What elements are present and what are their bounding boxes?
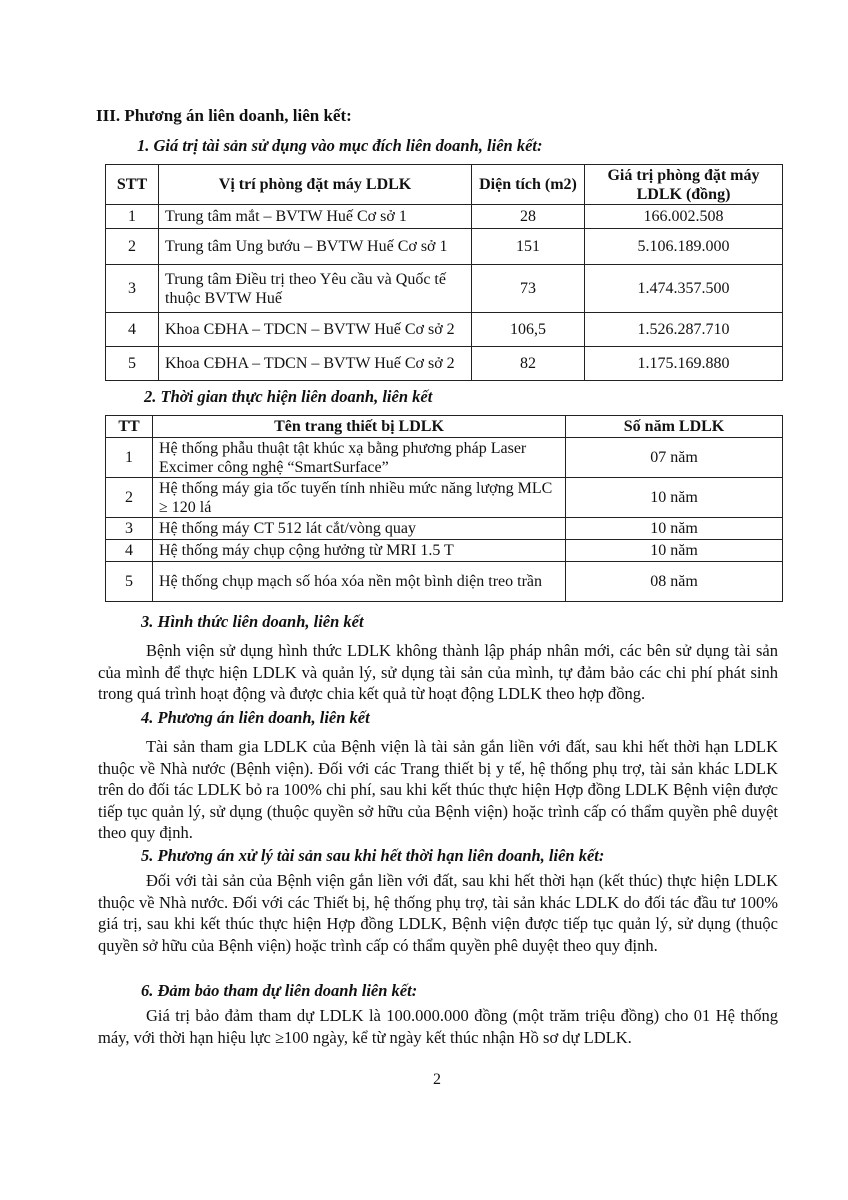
subsection-1-heading: 1. Giá trị tài sản sử dụng vào mục đích liên doanh, liên kết: — [137, 136, 543, 155]
cell-years: 07 năm — [566, 438, 783, 478]
cell-stt: 1 — [106, 205, 159, 229]
table-row — [106, 518, 783, 540]
cell-location: Khoa CĐHA – TDCN – BVTW Huế Cơ sở 2 — [159, 313, 472, 347]
duration-table — [105, 415, 783, 602]
cell-location: Trung tâm mắt – BVTW Huế Cơ sở 1 — [159, 205, 472, 229]
table-row — [106, 540, 783, 562]
cell-stt: 4 — [106, 313, 159, 347]
subsection-5-paragraph: Đối với tài sản của Bệnh viện gắn liền với đất, sau khi hết thời hạn (kết thúc) thực hiện LDLK thuộc về Nhà nước. Đối với các Thiết bị, hệ thống phụ trợ, tài sản khác LDLK do đối tác đầu tư 100% giá trị, sau khi kết thúc thực hiện Hợp đồng LDLK, Bệnh viện được tiếp tục quản lý, sử dụng (thuộc quyền sở hữu của Bệnh viện) hoặc trình cấp có thẩm quyền phê duyệt theo quy định. — [98, 871, 778, 955]
cell-location: Khoa CĐHA – TDCN – BVTW Huế Cơ sở 2 — [159, 347, 472, 381]
asset-value-table — [105, 164, 783, 381]
header-tt: TT — [106, 416, 153, 438]
section-heading: III. Phương án liên doanh, liên kết: — [96, 106, 352, 125]
cell-tt: 3 — [106, 518, 153, 540]
subsection-4-heading: 4. Phương án liên doanh, liên kết — [141, 708, 370, 727]
page-number: 2 — [433, 1071, 441, 1088]
header-years: Số năm LDLK — [566, 416, 783, 438]
cell-value: 1.474.357.500 — [585, 265, 783, 313]
table-row — [106, 438, 783, 478]
header-equipment: Tên trang thiết bị LDLK — [153, 416, 566, 438]
cell-location: Trung tâm Điều trị theo Yêu cầu và Quốc tế thuộc BVTW Huế — [159, 265, 472, 313]
table-header-row — [106, 416, 783, 438]
header-area: Diện tích (m2) — [472, 165, 585, 205]
cell-equipment: Hệ thống phẫu thuật tật khúc xạ bằng phương pháp Laser Excimer công nghệ “SmartSurface” — [153, 438, 566, 478]
cell-area: 73 — [472, 265, 585, 313]
cell-area: 82 — [472, 347, 585, 381]
cell-tt: 1 — [106, 438, 153, 478]
cell-area: 106,5 — [472, 313, 585, 347]
table-row — [106, 347, 783, 381]
cell-value: 1.526.287.710 — [585, 313, 783, 347]
cell-equipment: Hệ thống máy CT 512 lát cắt/vòng quay — [153, 518, 566, 540]
subsection-6-heading: 6. Đảm bảo tham dự liên doanh liên kết: — [141, 981, 418, 1000]
header-value: Giá trị phòng đặt máy LDLK (đồng) — [585, 165, 783, 205]
cell-location: Trung tâm Ung bướu – BVTW Huế Cơ sở 1 — [159, 229, 472, 265]
cell-equipment: Hệ thống máy gia tốc tuyến tính nhiều mức năng lượng MLC ≥ 120 lá — [153, 478, 566, 518]
subsection-5-heading: 5. Phương án xử lý tài sản sau khi hết thời hạn liên doanh, liên kết: — [141, 846, 605, 865]
subsection-4-paragraph: Tài sản tham gia LDLK của Bệnh viện là tài sản gắn liền với đất, sau khi hết thời hạn LDLK thuộc về Nhà nước (Bệnh viện). Đối với các Trang thiết bị y tế, hệ thống phụ trợ, tài sản khác LDLK trên do đối tác LDLK bỏ ra 100% chi phí, sau khi kết thúc thực hiện Hợp đồng LDLK Bệnh viện được tiếp tục quản lý, sử dụng (thuộc quyền sở hữu của Bệnh viện) hoặc trình cấp có thẩm quyền phê duyệt theo quy định. — [98, 737, 778, 842]
cell-stt: 5 — [106, 347, 159, 381]
cell-area: 28 — [472, 205, 585, 229]
cell-stt: 2 — [106, 229, 159, 265]
header-stt: STT — [106, 165, 159, 205]
cell-tt: 2 — [106, 478, 153, 518]
cell-years: 08 năm — [566, 562, 783, 602]
cell-equipment: Hệ thống máy chụp cộng hưởng từ MRI 1.5 T — [153, 540, 566, 562]
table-row — [106, 478, 783, 518]
cell-tt: 5 — [106, 562, 153, 602]
subsection-2-heading: 2. Thời gian thực hiện liên doanh, liên kết — [144, 387, 433, 406]
cell-years: 10 năm — [566, 540, 783, 562]
cell-tt: 4 — [106, 540, 153, 562]
cell-value: 1.175.169.880 — [585, 347, 783, 381]
cell-value: 5.106.189.000 — [585, 229, 783, 265]
table-row — [106, 229, 783, 265]
table-header-row — [106, 165, 783, 205]
cell-years: 10 năm — [566, 478, 783, 518]
subsection-6-paragraph: Giá trị bảo đảm tham dự LDLK là 100.000.000 đồng (một trăm triệu đồng) cho 01 Hệ thống máy, với thời hạn hiệu lực ≥100 ngày, kể từ ngày kết thúc nhận Hồ sơ dự LDLK. — [98, 1006, 778, 1047]
table-row — [106, 205, 783, 229]
table-row — [106, 265, 783, 313]
table-row — [106, 313, 783, 347]
cell-value: 166.002.508 — [585, 205, 783, 229]
subsection-3-paragraph: Bệnh viện sử dụng hình thức LDLK không thành lập pháp nhân mới, các bên sử dụng tài sản của mình để thực hiện LDLK và quản lý, sử dụng tài sản của mình, tự đảm bảo các chi phí phát sinh trong quá trình hoạt động và được chia kết quả từ hoạt động LDLK theo hợp đồng. — [98, 641, 778, 703]
cell-stt: 3 — [106, 265, 159, 313]
table-row — [106, 562, 783, 602]
cell-area: 151 — [472, 229, 585, 265]
subsection-3-heading: 3. Hình thức liên doanh, liên kết — [141, 612, 364, 631]
cell-years: 10 năm — [566, 518, 783, 540]
cell-equipment: Hệ thống chụp mạch số hóa xóa nền một bình diện treo trần — [153, 562, 566, 602]
header-location: Vị trí phòng đặt máy LDLK — [159, 165, 472, 205]
